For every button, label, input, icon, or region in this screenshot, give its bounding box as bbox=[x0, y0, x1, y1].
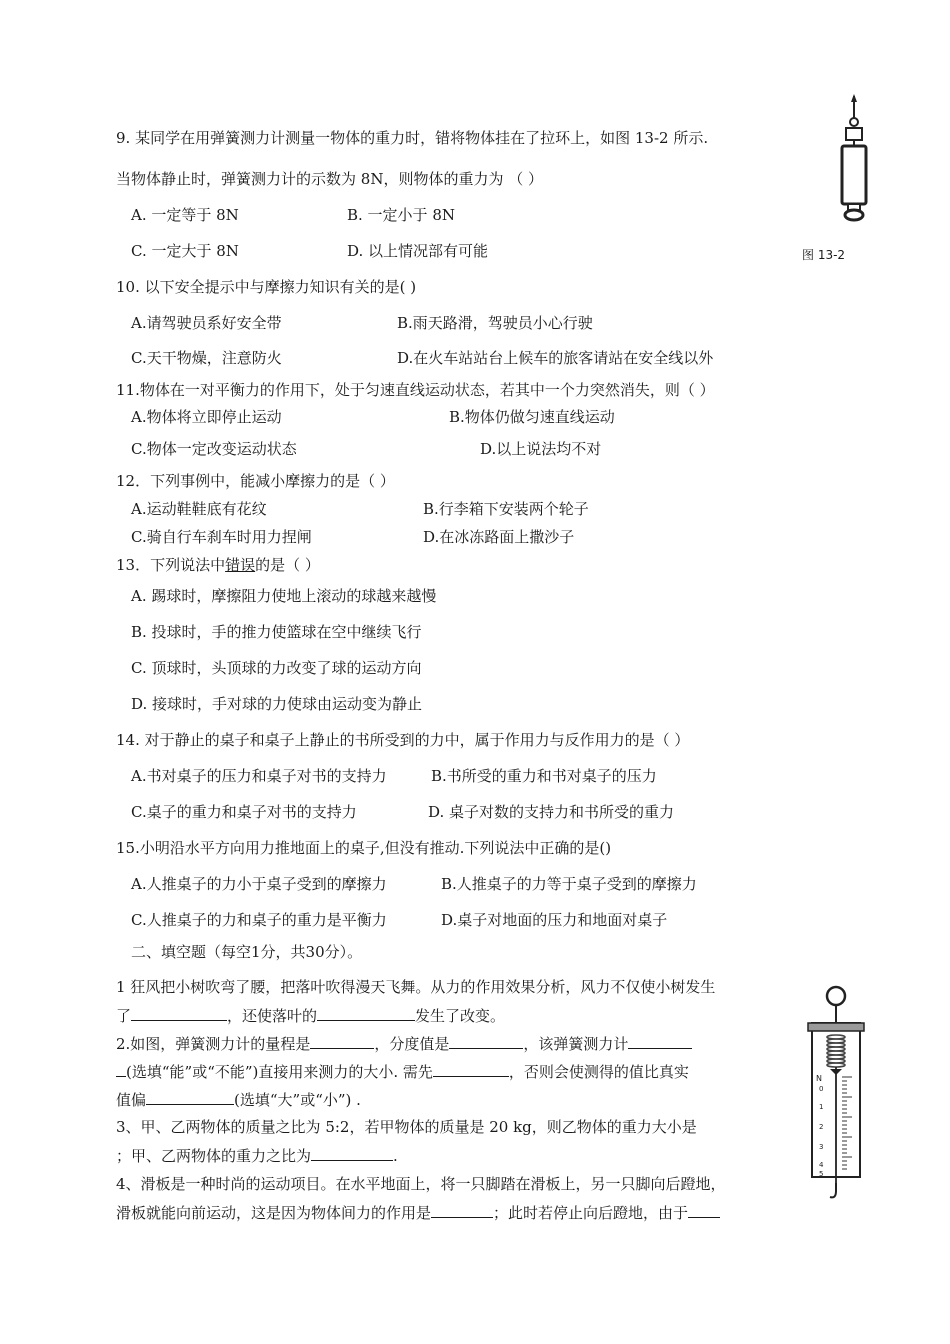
q13-stem-emphasis: 错误 bbox=[225, 556, 256, 574]
q12-option-b: B.行李箱下安装两个轮子 bbox=[423, 500, 589, 518]
q15-option-b: B.人推桌子的力等于桌子受到的摩擦力 bbox=[441, 875, 697, 893]
section2-heading: 二、填空题（每空1分，共30分）。 bbox=[131, 943, 363, 961]
q9-stem-line2: 当物体静止时，弹簧测力计的示数为 8N，则物体的重力为 （ ） bbox=[116, 170, 543, 188]
scale-tick-label: 3 bbox=[819, 1143, 824, 1151]
fill4-text-b: ；此时若停止向后蹬地，由于 bbox=[493, 1204, 689, 1222]
fill3-line2 bbox=[116, 1145, 398, 1166]
fill2-text-a: 2.如图，弹簧测力计的量程是 bbox=[116, 1035, 311, 1053]
fill1-blank-2[interactable] bbox=[317, 1005, 415, 1021]
fill2-text-d: (选填“能”或“不能”)直接用来测力的大小. 需先 bbox=[126, 1063, 433, 1081]
scale-tick-label: 2 bbox=[819, 1123, 824, 1131]
q12-option-a: A.运动鞋鞋底有花纹 bbox=[131, 500, 267, 518]
q11-option-b: B.物体仍做匀速直线运动 bbox=[449, 408, 615, 426]
q9-option-a: A. 一定等于 8N bbox=[131, 206, 239, 224]
fill2-line1 bbox=[116, 1033, 692, 1054]
fill1-text-a: 了 bbox=[116, 1007, 132, 1025]
fill4-line2 bbox=[116, 1202, 720, 1223]
spring-scale-figure bbox=[802, 983, 870, 1205]
fill4-text-a: 滑板就能向前运动，这是因为物体间力的作用是 bbox=[116, 1204, 432, 1222]
q13-option-d: D. 接球时，手对球的力使球由运动变为静止 bbox=[131, 695, 423, 713]
fill2-blank-can-cont[interactable] bbox=[116, 1061, 126, 1077]
q10-option-d: D.在火车站站台上候车的旅客请站在安全线以外 bbox=[397, 349, 714, 367]
q10-stem: 10. 以下安全提示中与摩擦力知识有关的是( ) bbox=[116, 278, 417, 296]
fill1-line2 bbox=[116, 1005, 505, 1026]
q13-stem-after: 的是（ ） bbox=[255, 556, 320, 574]
q13-option-c: C. 顶球时，头顶球的力改变了球的运动方向 bbox=[131, 659, 422, 677]
q15-option-c: C.人推桌子的力和桌子的重力是平衡力 bbox=[131, 911, 387, 929]
fill1-text-c: 发生了改变。 bbox=[415, 1007, 506, 1025]
scale-tick-label: 4 bbox=[819, 1161, 824, 1169]
scale-tick-label: 0 bbox=[819, 1085, 824, 1093]
q9-option-d: D. 以上情况部有可能 bbox=[347, 242, 489, 260]
q12-option-c: C.骑自行车刹车时用力捏闸 bbox=[131, 528, 312, 546]
fill2-line3 bbox=[116, 1089, 361, 1110]
figure-13-2-caption: 图 13-2 bbox=[802, 248, 846, 262]
fill4-blank-inertia[interactable] bbox=[688, 1202, 720, 1218]
fill2-text-e: ，否则会使测得的值比真实 bbox=[508, 1063, 689, 1081]
q15-option-d: D.桌子对地面的压力和地面对桌子 bbox=[441, 911, 668, 929]
scale-tick-label: 1 bbox=[819, 1103, 824, 1111]
fill3-line1: 3、甲、乙两物体的质量之比为 5:2，若甲物体的质量是 20 kg，则乙物体的重力大小是 bbox=[116, 1118, 697, 1136]
scale-unit: N bbox=[816, 1074, 822, 1083]
q14-option-d: D. 桌子对数的支持力和书所受的重力 bbox=[428, 803, 675, 821]
fill3-text-b: . bbox=[393, 1147, 398, 1165]
q11-option-a: A.物体将立即停止运动 bbox=[131, 408, 282, 426]
q14-stem: 14. 对于静止的桌子和桌子上静止的书所受到的力中，属于作用力与反作用力的是（ ） bbox=[116, 731, 690, 749]
q12-option-d: D.在冰冻路面上撒沙子 bbox=[423, 528, 575, 546]
q14-option-b: B.书所受的重力和书对桌子的压力 bbox=[431, 767, 657, 785]
fill1-blank-1[interactable] bbox=[131, 1005, 227, 1021]
spring-scale-figure-13-2 bbox=[826, 92, 882, 222]
q10-option-b: B.雨天路滑，驾驶员小心行驶 bbox=[397, 314, 593, 332]
fill2-text-c: ，该弹簧测力计 bbox=[523, 1035, 629, 1053]
fill2-text-f: 值偏 bbox=[116, 1091, 147, 1109]
q13-option-a: A. 踢球时，摩擦阻力使地上滚动的球越来越慢 bbox=[131, 587, 437, 605]
q15-option-a: A.人推桌子的力小于桌子受到的摩擦力 bbox=[131, 875, 387, 893]
fill4-blank-mutual[interactable] bbox=[431, 1202, 493, 1218]
fill2-blank-range[interactable] bbox=[310, 1033, 374, 1049]
fill1-line1: 1 狂风把小树吹弯了腰，把落叶吹得漫天飞舞。从力的作用效果分析，风力不仅使小树发生 bbox=[116, 978, 716, 996]
q11-stem: 11.物体在一对平衡力的作用下，处于匀速直线运动状态，若其中一个力突然消失，则（ ） bbox=[116, 381, 715, 399]
fill1-text-b: ，还使落叶的 bbox=[227, 1007, 318, 1025]
q10-option-c: C.天干物燥，注意防火 bbox=[131, 349, 282, 367]
q9-stem-line1: 9. 某同学在用弹簧测力计测量一物体的重力时，错将物体挂在了拉环上，如图 13-2 所示. bbox=[116, 129, 709, 147]
q9-option-b: B. 一定小于 8N bbox=[347, 206, 455, 224]
fill2-text-b: ，分度值是 bbox=[374, 1035, 450, 1053]
fill2-line2 bbox=[116, 1061, 689, 1082]
fill3-blank-ratio[interactable] bbox=[311, 1145, 393, 1161]
q12-stem: 12．下列事例中，能减小摩擦力的是（ ） bbox=[116, 472, 395, 490]
q11-option-d: D.以上说法均不对 bbox=[480, 440, 602, 458]
scale-tick-label: 5 bbox=[819, 1170, 824, 1178]
q10-option-a: A.请驾驶员系好安全带 bbox=[131, 314, 282, 332]
q13-option-b: B. 投球时，手的推力使篮球在空中继续飞行 bbox=[131, 623, 422, 641]
fill2-text-g: (选填“大”或“小”) . bbox=[234, 1091, 361, 1109]
fill2-blank-first[interactable] bbox=[433, 1061, 509, 1077]
fill2-blank-can[interactable] bbox=[628, 1033, 692, 1049]
fill2-blank-bias[interactable] bbox=[146, 1089, 234, 1105]
q13-stem-before: 13．下列说法中 bbox=[116, 556, 226, 574]
q15-stem: 15.小明沿水平方向用力推地面上的桌子,但没有推动.下列说法中正确的是() bbox=[116, 839, 612, 857]
fill2-blank-division[interactable] bbox=[449, 1033, 523, 1049]
fill4-line1: 4、滑板是一种时尚的运动项目。在水平地面上，将一只脚踏在滑板上，另一只脚向后蹬地， bbox=[116, 1175, 726, 1193]
q14-option-a: A.书对桌子的压力和桌子对书的支持力 bbox=[131, 767, 387, 785]
q14-option-c: C.桌子的重力和桌子对书的支持力 bbox=[131, 803, 357, 821]
q11-option-c: C.物体一定改变运动状态 bbox=[131, 440, 297, 458]
q13-stem bbox=[116, 555, 320, 575]
fill3-text-a: ；甲、乙两物体的重力之比为 bbox=[116, 1147, 312, 1165]
q9-option-c: C. 一定大于 8N bbox=[131, 242, 239, 260]
